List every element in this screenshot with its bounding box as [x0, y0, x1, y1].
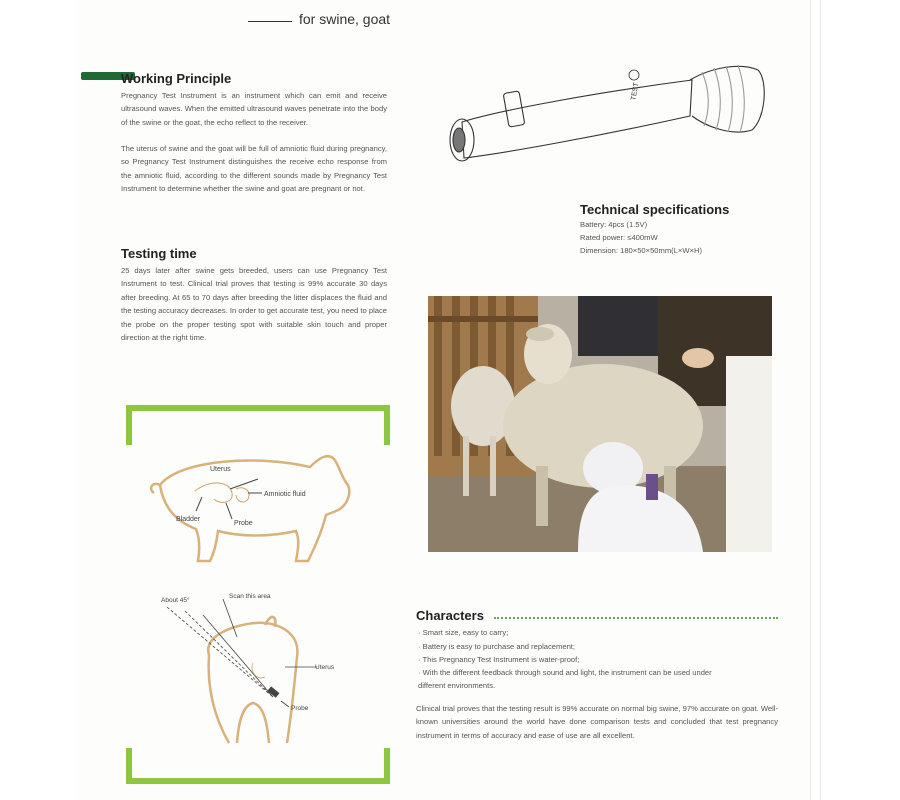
spec-dimension: Dimension: 180×50×50mm(L×W×H) — [580, 246, 702, 255]
characters-closing-paragraph: Clinical trial proves that the testing result is 99% accurate on normal big swine, 97% accurate on goat. Well-known universities around the world have done comparison tests and concluded that test pregnancy instrument in terms of accuracy and ease of use are all excellent. — [416, 704, 778, 740]
characters-bullet: · With the different feedback through sound and light, the instrument can be used under — [418, 668, 712, 677]
testing-time-title: Testing time — [121, 246, 197, 261]
probe-angle-diagram — [145, 585, 365, 745]
bystander-white — [726, 356, 772, 552]
label-about-45: About 45° — [161, 597, 190, 604]
characters-bullet: · Battery is easy to purchase and replacement; — [418, 642, 576, 651]
working-principle-title: Working Principle — [121, 71, 232, 86]
label-uterus: Uterus — [210, 466, 231, 473]
label-scan-area: Scan this area — [229, 593, 271, 600]
characters-title: Characters — [416, 608, 484, 623]
header-subtitle: for swine, goat — [299, 11, 391, 27]
swine-diagram — [140, 445, 370, 565]
working-principle-paragraph-1: Pregnancy Test Instrument is an instrument which can emit and receive ultrasound waves. When the emitted ultrasound waves penetrate into the body of the swine or the goat, the echo reflect to the receiver. — [121, 91, 387, 127]
header-rule — [248, 21, 292, 22]
characters-bullet: · This Pregnancy Test Instrument is water-proof; — [418, 655, 580, 664]
instrument-body — [450, 65, 764, 161]
pig-outline — [151, 456, 349, 561]
characters-dotted-rule — [494, 617, 778, 619]
spec-power: Rated power: ≤400mW — [580, 233, 658, 242]
characters-bullet: · Smart size, easy to carry; — [418, 628, 509, 637]
field-photo — [428, 296, 772, 552]
diagram-frame-top — [126, 405, 390, 445]
diagram-frame-bottom — [126, 748, 390, 784]
label-bladder: Bladder — [176, 516, 201, 523]
working-principle-paragraph-2: The uterus of swine and the goat will be full of amniotic fluid during pregnancy, so Pregnancy Test Instrument distinguishes the receive echo response from the amniotic fluid, according to the different sounds made by Pregnancy Test Instrument to determine whether the swine and goat are pregnant or not. — [121, 144, 387, 194]
spec-battery: Battery: 4pcs (1.5V) — [580, 220, 648, 229]
pig-organs — [195, 479, 262, 519]
instrument-illustration — [440, 30, 770, 170]
tech-specs-title: Technical specifications — [580, 202, 730, 217]
instrument-label-text: TEST — [630, 82, 641, 101]
label-probe-2: Probe — [291, 705, 309, 712]
instrument-label — [629, 70, 640, 101]
testing-time-paragraph: 25 days later after swine gets breeded, users can use Pregnancy Test Instrument to test. Clinical trial proves that testing is 99% accurate 30 days after breeding. At 65 to 70 days after breeding the litter displaces the fluid and the testing accuracy decreases. In order to get accurate test, you need to place the probe on the proper testing spot with suitable skin touch and proper direction at the right time. — [121, 266, 387, 343]
page-edge — [820, 0, 821, 800]
label-amniotic-fluid: Amniotic fluid — [264, 491, 306, 498]
characters-bullet-continuation: different environments. — [418, 681, 496, 690]
label-uterus-2: Uterus — [315, 664, 335, 671]
label-probe: Probe — [234, 520, 253, 527]
